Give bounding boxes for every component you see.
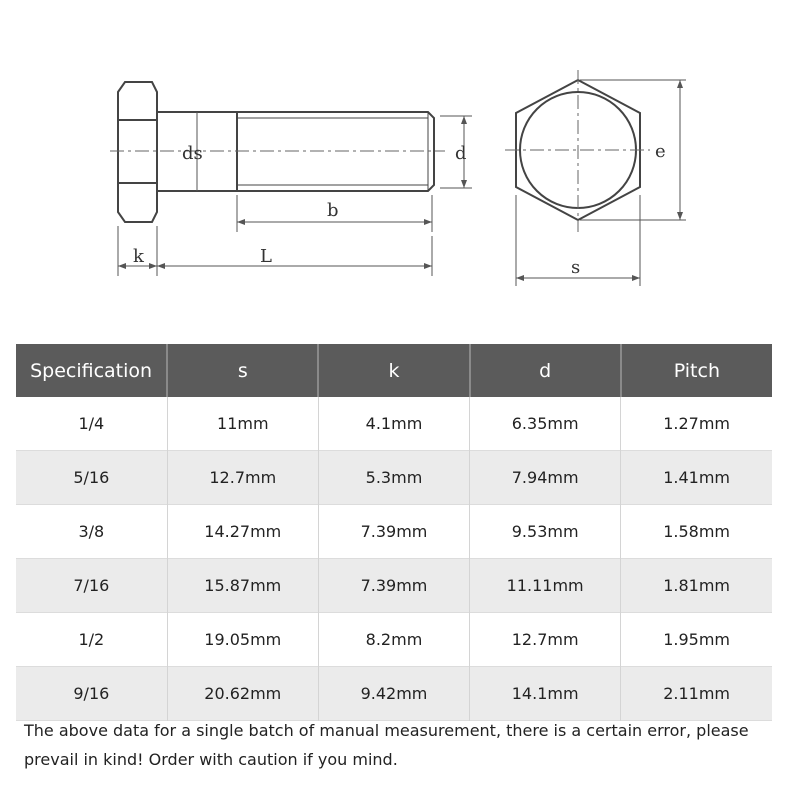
- header-s: s: [167, 344, 318, 397]
- cell-d: 6.35mm: [470, 397, 621, 451]
- header-specification: Specification: [16, 344, 167, 397]
- table-row: [16, 667, 772, 721]
- cell-k: 7.39mm: [318, 559, 469, 613]
- cell-spec: 1/4: [16, 397, 167, 451]
- label-L: L: [260, 246, 272, 267]
- label-e: e: [655, 141, 666, 162]
- label-s: s: [571, 257, 581, 278]
- cell-spec: 3/8: [16, 505, 167, 559]
- cell-pitch: 2.11mm: [621, 667, 772, 721]
- table-row: [16, 451, 772, 505]
- cell-s: 15.87mm: [167, 559, 318, 613]
- table-row: [16, 505, 772, 559]
- label-k: k: [133, 246, 144, 267]
- cell-k: 7.39mm: [318, 505, 469, 559]
- cell-spec: 5/16: [16, 451, 167, 505]
- label-ds: ds: [182, 143, 203, 164]
- cell-pitch: 1.81mm: [621, 559, 772, 613]
- cell-k: 4.1mm: [318, 397, 469, 451]
- cell-spec: 1/2: [16, 613, 167, 667]
- bolt-drawing: [0, 0, 800, 320]
- bolt-head-side: [118, 82, 157, 222]
- table-row: [16, 613, 772, 667]
- cell-spec: 7/16: [16, 559, 167, 613]
- cell-k: 5.3mm: [318, 451, 469, 505]
- cell-k: 9.42mm: [318, 667, 469, 721]
- cell-s: 20.62mm: [167, 667, 318, 721]
- label-b: b: [327, 200, 339, 221]
- cell-k: 8.2mm: [318, 613, 469, 667]
- cell-s: 19.05mm: [167, 613, 318, 667]
- cell-spec: 9/16: [16, 667, 167, 721]
- header-k: k: [318, 344, 469, 397]
- spec-table: [16, 344, 772, 721]
- cell-d: 7.94mm: [470, 451, 621, 505]
- cell-s: 12.7mm: [167, 451, 318, 505]
- cell-pitch: 1.41mm: [621, 451, 772, 505]
- table-header-row: [16, 344, 772, 397]
- cell-d: 11.11mm: [470, 559, 621, 613]
- header-d: d: [470, 344, 621, 397]
- bolt-dimension-diagram: [0, 0, 800, 320]
- cell-pitch: 1.58mm: [621, 505, 772, 559]
- cell-d: 12.7mm: [470, 613, 621, 667]
- header-pitch: Pitch: [621, 344, 772, 397]
- table-row: [16, 397, 772, 451]
- label-d: d: [455, 143, 467, 164]
- cell-pitch: 1.95mm: [621, 613, 772, 667]
- cell-s: 11mm: [167, 397, 318, 451]
- cell-d: 9.53mm: [470, 505, 621, 559]
- cell-pitch: 1.27mm: [621, 397, 772, 451]
- cell-d: 14.1mm: [470, 667, 621, 721]
- cell-s: 14.27mm: [167, 505, 318, 559]
- measurement-disclaimer: The above data for a single batch of manual measurement, there is a certain error, please prevail in kind! Order with caution if you mind.: [24, 721, 749, 769]
- table-row: [16, 559, 772, 613]
